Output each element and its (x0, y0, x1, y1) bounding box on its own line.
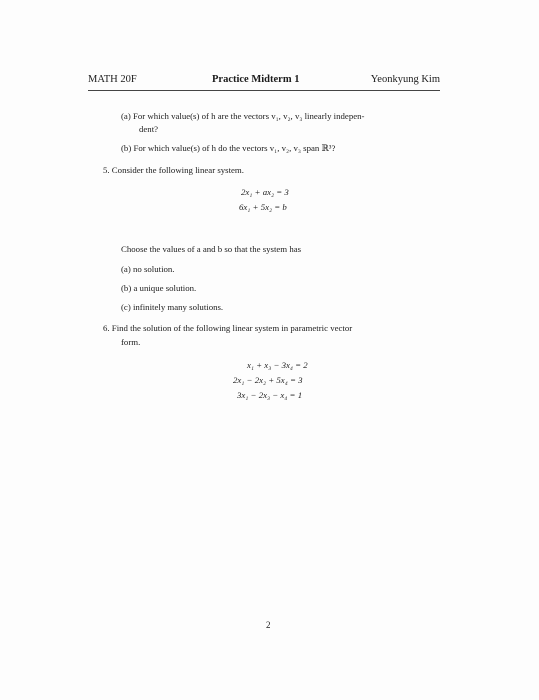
q5-equation-1: 2x₁ + ax₂ = 3 (241, 187, 289, 197)
author-name: Yeonkyung Kim (370, 74, 440, 85)
question-6-line2: form. (121, 337, 141, 347)
q6-equation-2: 2x₁ − 2x₂ + 5x₄ = 3 (233, 375, 303, 385)
question-5-intro: 5. Consider the following linear system. (103, 165, 244, 175)
question-4a-line1: (a) For which value(s) of h are the vectors v₁, v₂, v₃ linearly indepen- (121, 111, 365, 121)
q6-equation-3: 3x₁ − 2x₃ − x₄ = 1 (237, 390, 303, 400)
question-5c: (c) infinitely many solutions. (121, 302, 224, 312)
question-6-line1: 6. Find the solution of the following linear system in parametric vector (103, 323, 353, 333)
document-title: Practice Midterm 1 (212, 74, 300, 85)
question-5b: (b) a unique solution. (121, 283, 197, 293)
q6-equation-1: x₁ + x₃ − 3x₄ = 2 (247, 360, 308, 370)
page-number: 2 (266, 620, 271, 630)
question-4a-line2: dent? (139, 124, 159, 134)
question-5-prompt: Choose the values of a and b so that the system has (121, 244, 302, 254)
question-4b: (b) For which value(s) of h do the vectors v₁, v₂, v₃ span ℝ³? (121, 143, 336, 153)
header-rule (88, 90, 440, 91)
course-code: MATH 20F (88, 74, 137, 85)
page-header (88, 74, 440, 88)
q5-equation-2: 6x₁ + 5x₂ = b (239, 202, 287, 212)
question-5a: (a) no solution. (121, 264, 175, 274)
